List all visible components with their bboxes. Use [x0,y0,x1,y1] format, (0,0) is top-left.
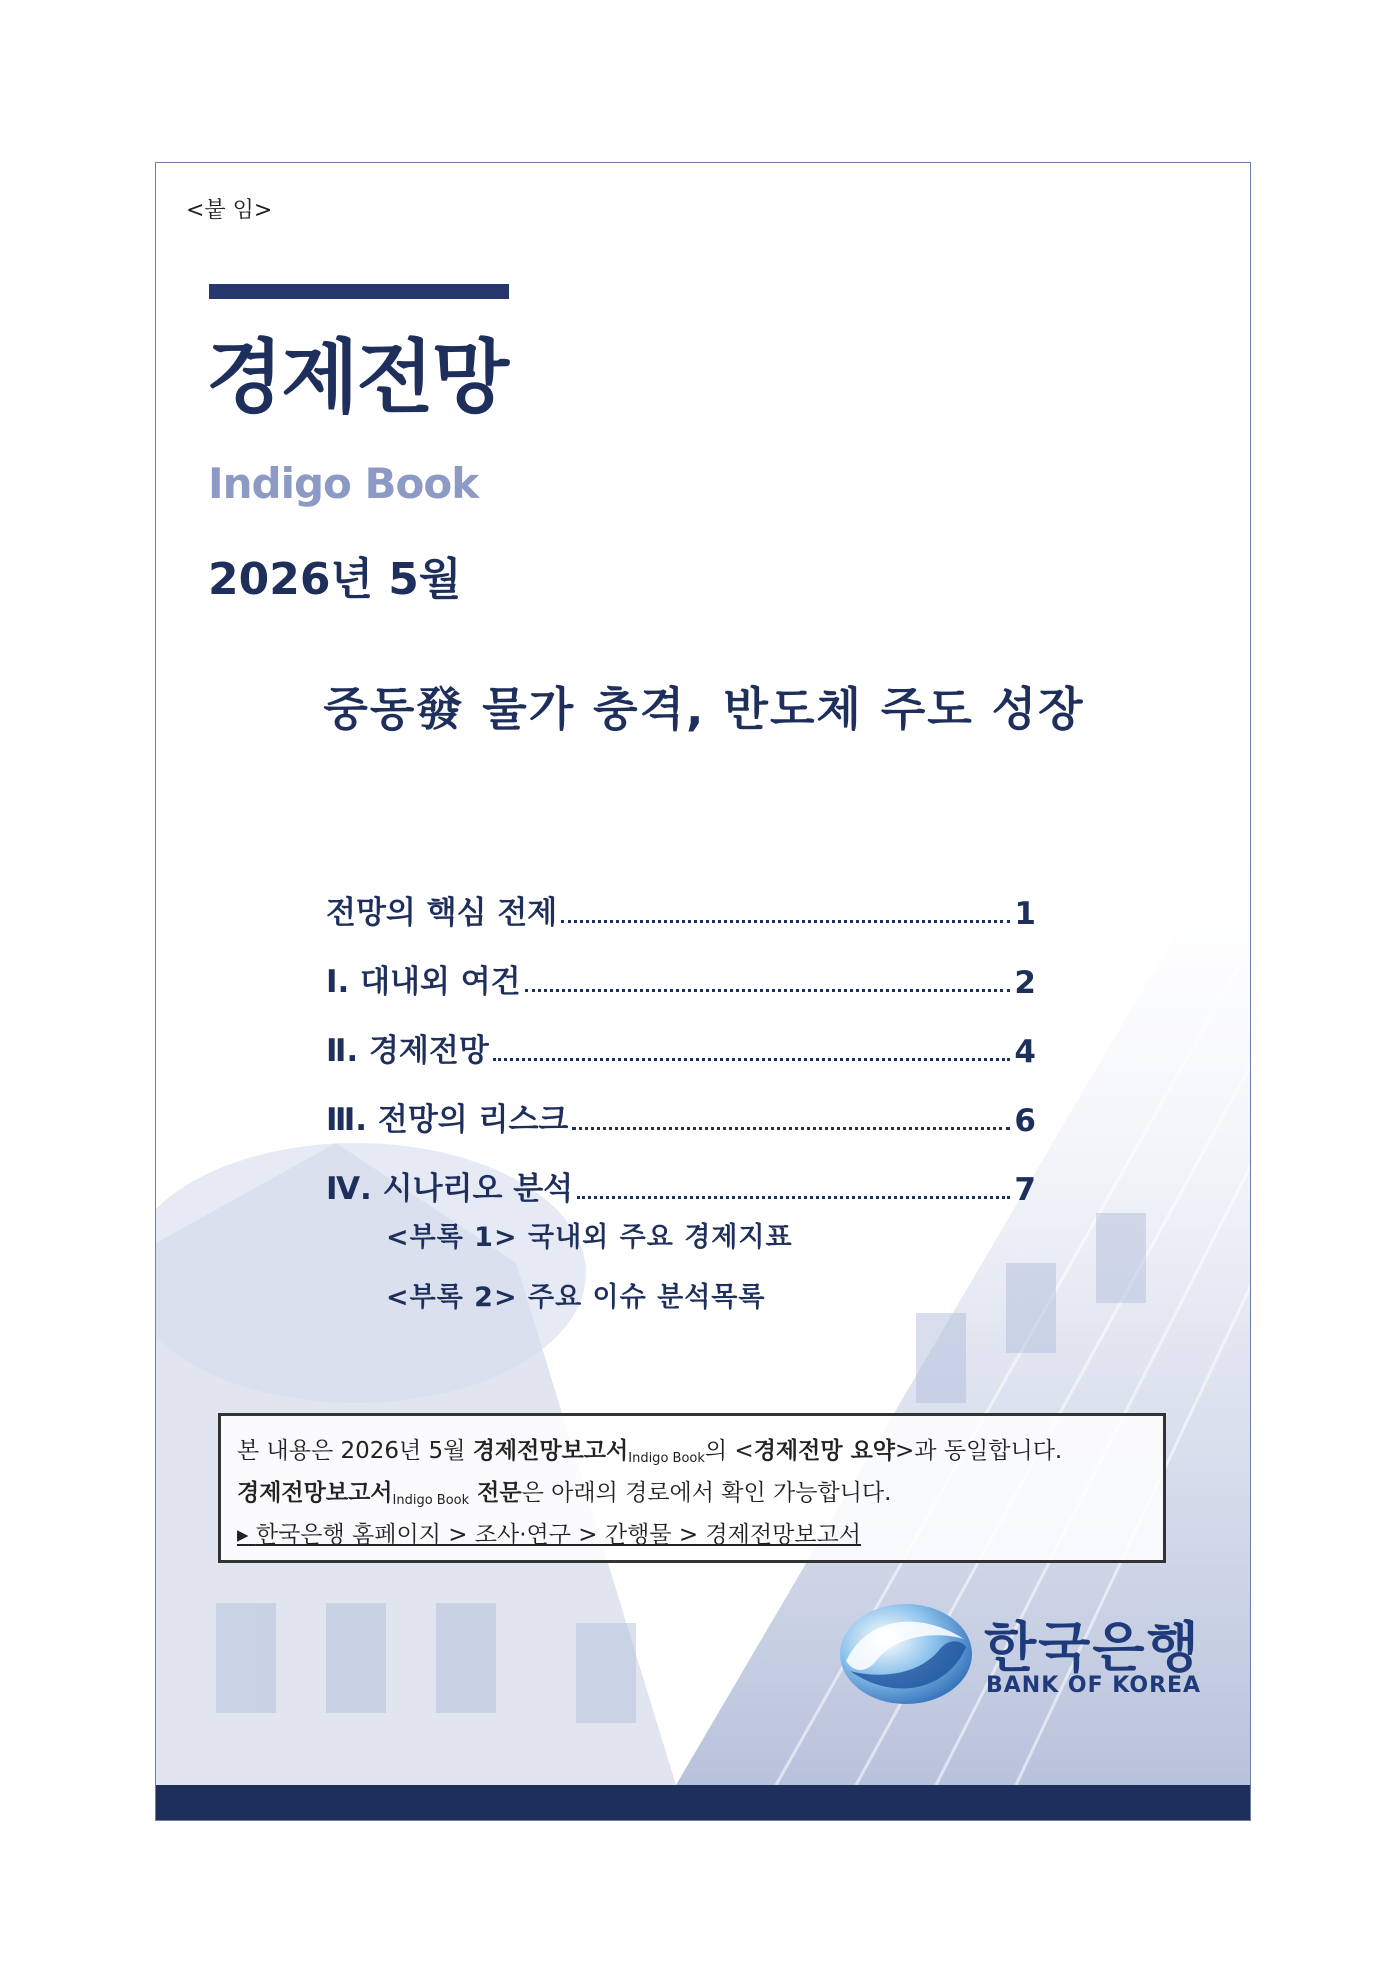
toc-item-label: Ⅳ. 시나리오 분석 [326,1171,574,1207]
notice-text: 의 < [704,1438,754,1464]
page-title: 경제전망 [206,331,508,424]
toc-leader-dots [572,1127,1010,1130]
toc-leader-dots [577,1196,1010,1199]
logo-english-name: BANK OF KOREA [986,1673,1202,1698]
toc-item[interactable] [326,863,1036,932]
triangle-right-icon: ▸ [237,1522,249,1548]
report-name: 경제전망보고서 [237,1480,393,1506]
toc-item-page: 4 [1014,1034,1036,1070]
table-of-contents [326,863,1036,1208]
notice-line-2 [237,1472,1147,1514]
toc-item-label: 전망의 핵심 전제 [326,895,558,931]
toc-item-label: Ⅲ. 전망의 리스크 [326,1102,569,1138]
toc-item[interactable] [326,1070,1036,1139]
navigation-path-link[interactable] [237,1522,861,1548]
cover-page [155,162,1251,1821]
toc-leader-dots [525,989,1011,992]
appendix-item-2[interactable]: <부록 2> 주요 이슈 분석목록 [386,1282,766,1313]
toc-leader-dots [561,920,1010,923]
appendix-item-1[interactable]: <부록 1> 국내외 주요 경제지표 [386,1222,793,1253]
bank-of-korea-logo [836,1599,1206,1709]
toc-item[interactable] [326,932,1036,1001]
summary-name: 경제전망 요약 [753,1438,896,1464]
logo-korean-name: 한국은행 [984,1616,1201,1679]
toc-item-page: 2 [1014,965,1036,1001]
page-subtitle: Indigo Book [208,459,479,508]
toc-leader-dots [493,1058,1011,1061]
notice-line-3 [237,1514,1147,1556]
toc-item-label: Ⅱ. 경제전망 [326,1033,489,1069]
full-text-label: 전문 [469,1480,522,1506]
navigation-path-text: 한국은행 홈페이지 > 조사·연구 > 간행물 > 경제전망보고서 [255,1522,861,1548]
toc-item[interactable] [326,1139,1036,1208]
toc-item-label: Ⅰ. 대내외 여건 [326,964,521,1000]
report-subscript: Indigo Book [628,1451,705,1466]
bank-of-korea-emblem-icon [836,1599,976,1709]
toc-item-page: 1 [1014,896,1036,932]
headline: 중동發 물가 충격, 반도체 주도 성장 [323,682,1085,736]
publication-date: 2026년 5월 [208,554,462,605]
report-subscript: Indigo Book [392,1493,470,1508]
notice-box [218,1413,1166,1563]
report-name: 경제전망보고서 [472,1438,629,1464]
title-accent-bar [209,284,509,299]
notice-text: 본 내용은 2026년 5월 [237,1438,473,1464]
toc-item-page: 7 [1014,1172,1036,1208]
notice-text: 은 아래의 경로에서 확인 가능합니다. [521,1480,892,1506]
toc-item[interactable] [326,1001,1036,1070]
bottom-accent-bar [156,1785,1251,1821]
toc-item-page: 6 [1014,1103,1036,1139]
attachment-label: <붙 임> [186,198,273,223]
notice-text: >과 동일합니다. [895,1438,1063,1464]
notice-line-1 [237,1430,1147,1472]
